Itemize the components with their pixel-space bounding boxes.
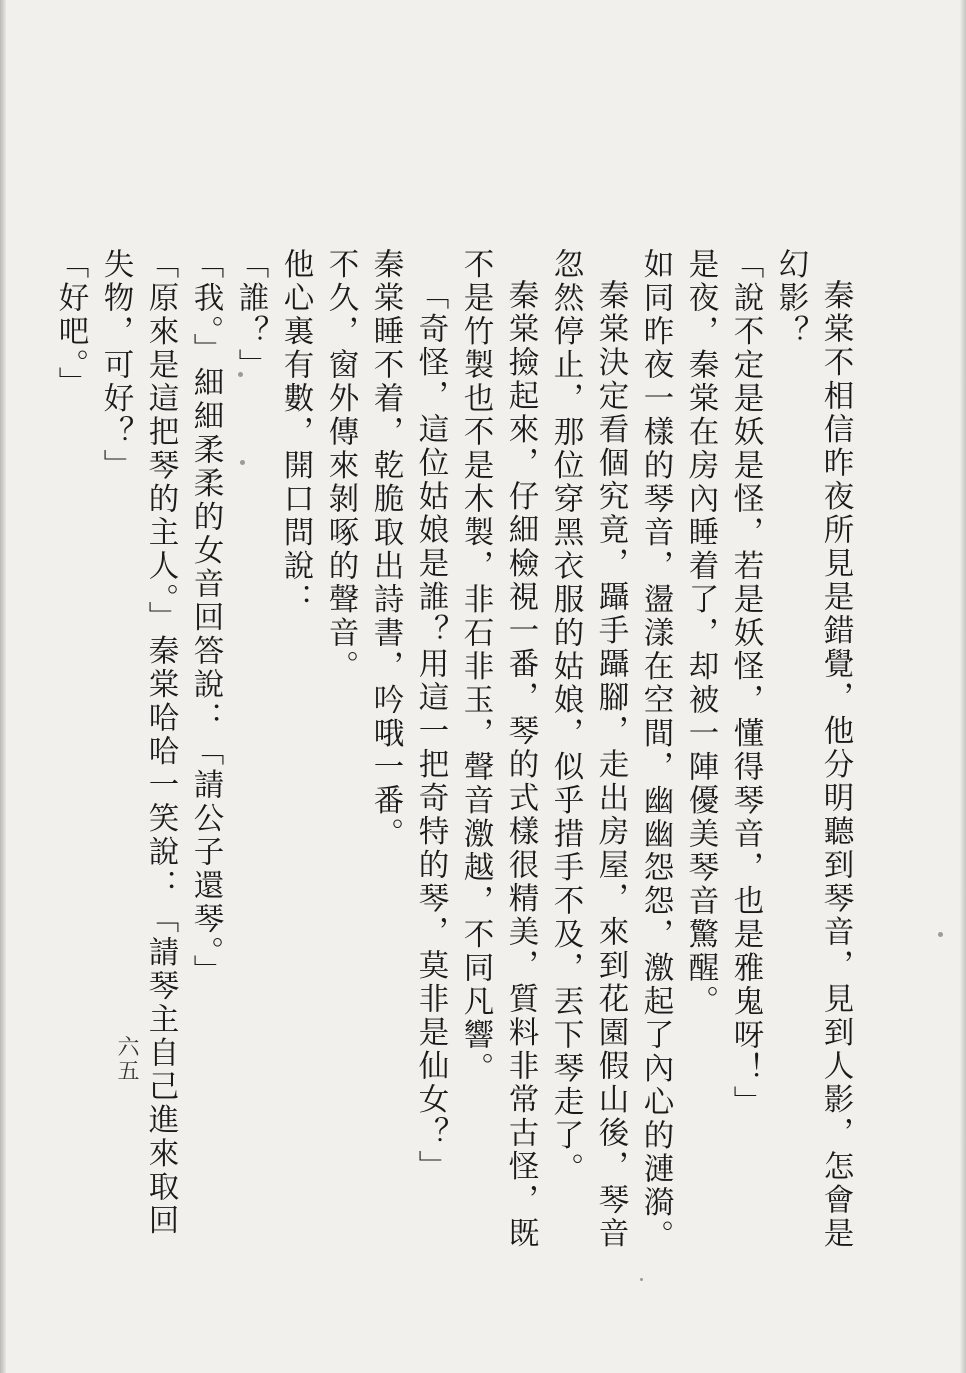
paragraph: 如同昨夜一樣的琴音，盪漾在空間，幽幽怨怨，激起了內心的漣漪。: [638, 248, 673, 1253]
paragraph: 「說不定是妖是怪，若是妖怪，懂得琴音，也是雅鬼呀！」: [728, 248, 763, 1119]
paper-speck: [640, 1278, 643, 1281]
paragraph: 「我。」細細柔柔的女音回答說：「請公子還琴。」: [188, 248, 223, 988]
paragraph: 秦棠決定看個究竟，躡手躡腳，走出房屋，來到花園假山後，琴音忽然停止，那位穿黑衣服的姑娘，似乎措手不及，丟下琴走了。: [548, 248, 628, 1250]
paragraph: 「奇怪，這位姑娘是誰？用這一把奇特的琴，莫非是仙女？」: [413, 278, 448, 1183]
paragraph: 秦棠撿起來，仔細檢視一番，琴的式樣很精美，質料非常古怪，既不是竹製也不是木製，非石非玉，聲音激越，不同凡響。: [458, 248, 538, 1250]
paragraph: 「好吧。」: [53, 248, 88, 401]
paragraph: 「原來是這把琴的主人。」秦棠哈哈一笑說：「請琴主自己進來取回失物，可好？」: [98, 248, 178, 1238]
paragraph: 秦棠睡不着，乾脆取出詩書，吟哦一番。: [368, 248, 403, 851]
page-number: 六五: [114, 1035, 139, 1083]
paragraph: 秦棠不相信昨夜所見是錯覺，他分明聽到琴音，見到人影，怎會是幻影？: [773, 248, 853, 1250]
page-edge-right: [960, 0, 966, 1373]
paragraph: 不久，窗外傳來剝啄的聲音。: [323, 248, 358, 684]
page-edge-left: [0, 0, 6, 1373]
paragraph: 「誰？」: [233, 248, 268, 382]
paper-speck: [938, 932, 943, 937]
paragraph: 是夜，秦棠在房內睡着了，却被一陣優美琴音驚醒。: [683, 248, 718, 1019]
paragraph: 他心裏有數，開口問說：: [278, 248, 313, 617]
body-text: [48, 248, 858, 1258]
